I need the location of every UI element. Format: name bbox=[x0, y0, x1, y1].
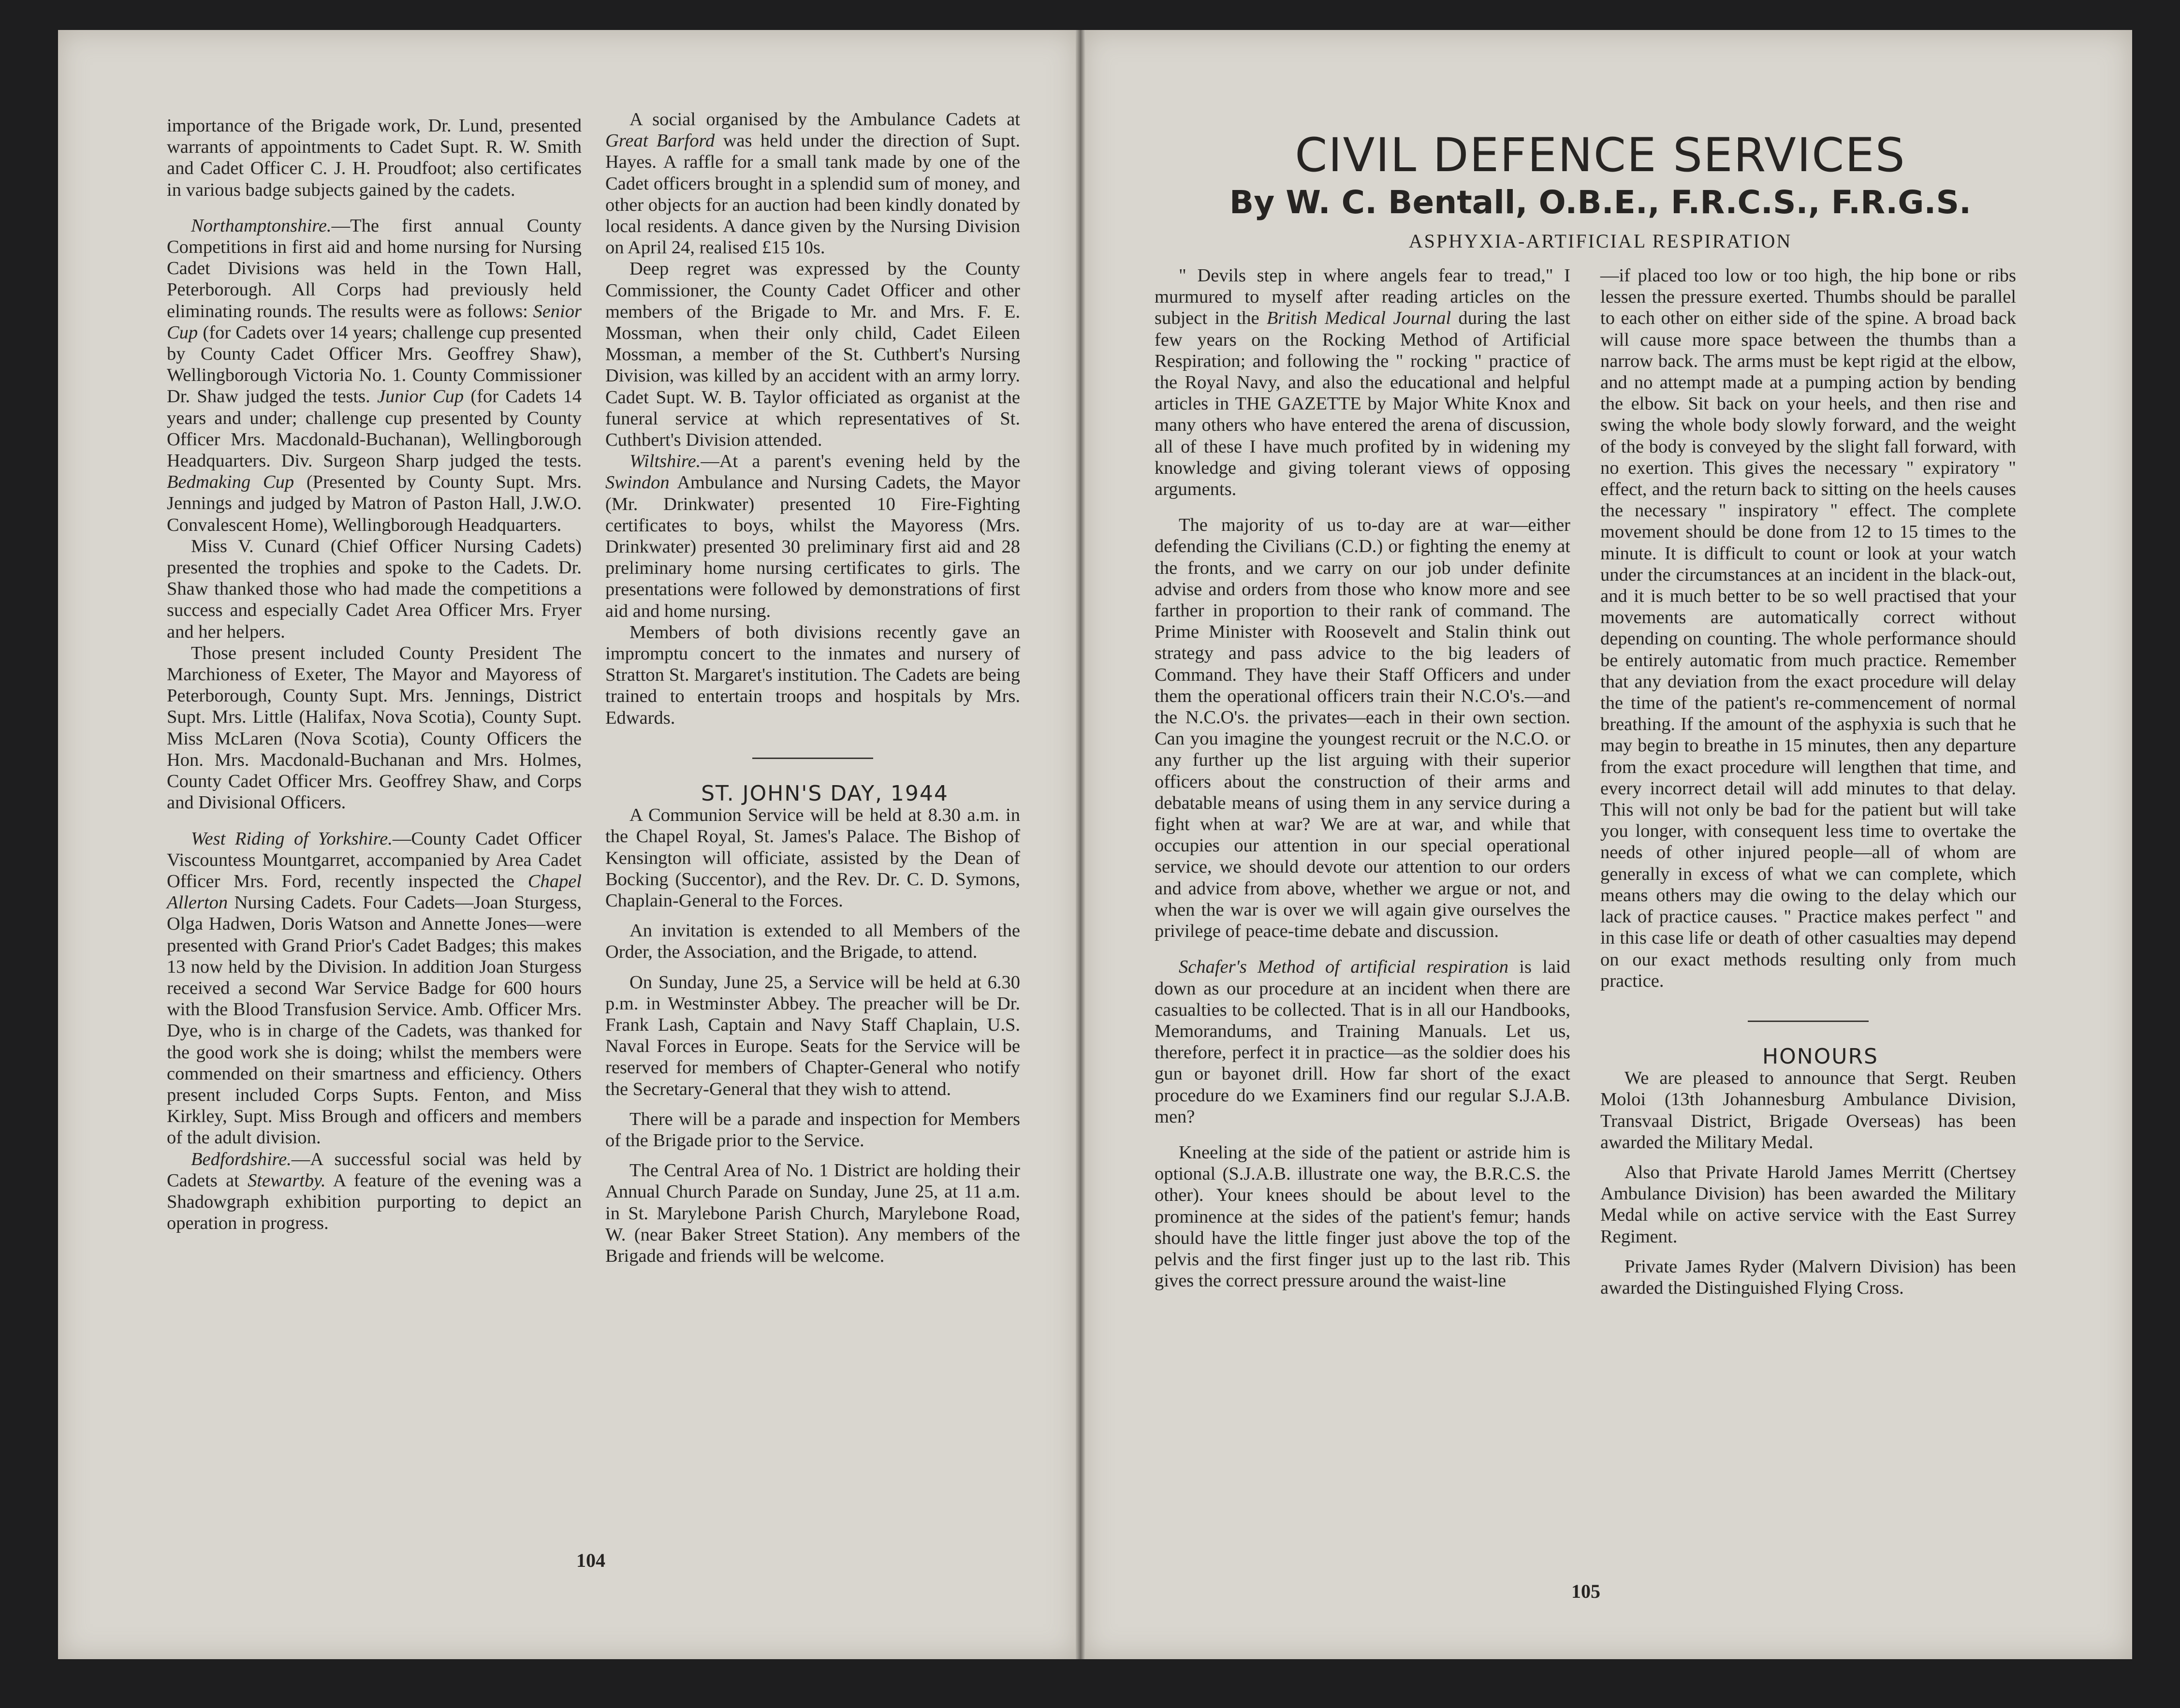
paragraph: The Central Area of No. 1 District are holding their Annual Church Parade on Sunday, June 25, at 11 a.m. in St. Marylebone Parish Church, Marylebone Road, W. (near Baker Street Station). Any members of the Brigade and friends will be welcome. bbox=[605, 1160, 1020, 1266]
place-heading: Northamptonshire. bbox=[191, 215, 332, 236]
text: during the last few years on the Rocking Method of Artificial Respiration; and following the " rocking " practice of the Royal Navy, and also the educational and helpful articles in THE GAZETTE by Major White Knox and many others who have entered the arena of discussion, all of these I have much profited by in widening my knowledge and giving tolerant views of opposing arguments. bbox=[1155, 308, 1570, 500]
article-byline: By W. C. Bentall, O.B.E., F.R.C.S., F.R.G.S. bbox=[1229, 184, 1972, 221]
text: —County Cadet Officer Viscountess Mountgarret, accompanied by Area Cadet Officer Mrs. Ford, recently inspected the bbox=[167, 828, 582, 891]
article-subtitle: ASPHYXIA-ARTIFICIAL RESPIRATION bbox=[1408, 230, 1792, 252]
text: A feature of the evening was a Shadowgraph exhibition purporting to depict an operation in progress. bbox=[167, 1170, 582, 1234]
section-heading-st-johns-day: ST. JOHN'S DAY, 1944 bbox=[701, 781, 949, 806]
left-column-1 bbox=[167, 115, 582, 1234]
paragraph: —if placed too low or too high, the hip bone or ribs lessen the pressure exerted. Thumbs should be parallel to each other on either side of the spine. A broad back will cause more space between the thumbs than a narrow back. The arms must be kept rigid at the elbow, and no attempt made at a pumping action by bending the elbow. Sit back on your heels, and then rise and swing the whole body slowly forward, and the weight of the body is conveyed by the slight fall forward, with no exertion. This gives the necessary " expiratory " effect, and the return back to sitting on the heels causes the necessary " inspiratory " effect. The complete movement should be done from 12 to 15 times to the minute. It is difficult to count or look at your watch under the circumstances at an incident in the black-out, and it is much better to be so well practised that your movements are automatically correct without depending on counting. The whole performance should be entirely automatic from much practice. Remember that any deviation from the exact procedure will delay the time of the patient's re-commencement of normal breathing. If the amount of the asphyxia is such that he may begin to breathe in 15 minutes, then any departure from the exact procedure will lengthen that time, and every incorrect detail will add minutes to that delay. This will not only be bad for the patient but will take you longer, with consequent less time to overtake the needs of other injured people—all of whom are generally in excess of what we can complete, which means others may die owing to the delay which our lack of practice causes. " Practice makes perfect " and in this case life or death of other casualties may depend on our exact methods resulting only from much practice. bbox=[1600, 265, 2016, 991]
page-number-left: 104 bbox=[576, 1549, 605, 1571]
text: A social organised by the Ambulance Cadets at bbox=[629, 109, 1020, 130]
text: is laid down as our procedure at an incident when there are casualties to be collected. That is in all our Handbooks, Memorandums, and Training Manuals. Let us, therefore, perfect it in practice—as the soldier does his gun or bayonet drill. How far short of the exact procedure do we Examiners find our regular S.J.A.B. men? bbox=[1155, 957, 1570, 1127]
text: —At a parent's evening held by the bbox=[701, 451, 1020, 472]
cup-name: Bedmaking Cup bbox=[167, 472, 294, 493]
section-divider bbox=[752, 758, 873, 759]
paragraph: Kneeling at the side of the patient or astride him is optional (S.J.A.B. illustrate one way, the B.R.C.S. the other). Your knees should be about level to the prominence at the sides of the patient's femur; hands should have the little finger just above the top of the pelvis and the first finger just up to the last rib. This gives the correct pressure around the waist-line bbox=[1155, 1142, 1570, 1291]
left-column-2 bbox=[605, 109, 1020, 1267]
right-column-1 bbox=[1155, 265, 1570, 1291]
paragraph: Deep regret was expressed by the County Commissioner, the County Cadet Officer and other members of the Brigade to Mr. and Mrs. F. E. Mossman, when their only child, Cadet Eileen Mossman, a member of the St. Cuthbert's Nursing Division, was killed by an accident with an army lorry. Cadet Supt. W. B. Taylor officiated as organist at the funeral service at which representatives of St. Cuthbert's Division attended. bbox=[605, 259, 1020, 451]
place-name: Swindon bbox=[605, 472, 670, 493]
paragraph: An invitation is extended to all Members of the Order, the Association, and the Brigade, to attend. bbox=[605, 920, 1020, 963]
text: (Presented by County Supt. Mrs. Jennings and judged by Matron of Paston Hall, J.W.O. Convalescent Home), Wellingborough Headquarters. bbox=[167, 472, 582, 535]
method-name: Schafer's Method of artificial respiration bbox=[1179, 957, 1508, 978]
paragraph: Also that Private Harold James Merritt (Chertsey Ambulance Division) has been awarded the Military Medal while on active service with the East Surrey Regiment. bbox=[1600, 1162, 2016, 1247]
paragraph: importance of the Brigade work, Dr. Lund, presented warrants of appointments to Cadet Supt. R. W. Smith and Cadet Officer C. J. H. Proudfoot; also certificates in various badge subjects gained by the cadets. bbox=[167, 116, 582, 200]
cup-name: Senior Cup bbox=[167, 301, 582, 343]
text: (for Cadets 14 years and under; challenge cup presented by County Officer Mrs. Macdonald-Buchanan), Wellingborough Headquarters. Div. Surgeon Sharp judged the tests. bbox=[167, 386, 582, 471]
book-spine bbox=[1076, 30, 1085, 1659]
text: (for Cadets over 14 years; challenge cup presented by County Cadet Officer Mrs. Geoffrey Shaw), Wellingborough Victoria No. 1. County Commissioner Dr. Shaw judged the tests. bbox=[167, 322, 582, 407]
journal-name: British Medical Journal bbox=[1266, 308, 1451, 329]
paragraph bbox=[1155, 265, 1570, 500]
text: " Devils step in where angels fear to tread," I murmured to myself after reading articles on the subject in the bbox=[1155, 265, 1570, 329]
paragraph: On Sunday, June 25, a Service will be held at 6.30 p.m. in Westminster Abbey. The preacher will be Dr. Frank Lash, Captain and Navy Staff Chaplain, U.S. Naval Forces in Europe. Seats for the Service will be reserved for members of Chapter-General who notify the Secretary-General that they wish to attend. bbox=[605, 972, 1020, 1099]
paragraph: Those present included County President The Marchioness of Exeter, The Mayor and Mayoress of Peterborough, County Supt. Mrs. Jennings, District Supt. Mrs. Little (Halifax, Nova Scotia), County Supt. Miss McLaren (Nova Scotia), County Officers the Hon. Mrs. Macdonald-Buchanan and Mrs. Holmes, County Cadet Officer Mrs. Geoffrey Shaw, and Corps and Divisional Officers. bbox=[167, 642, 582, 813]
text: was held under the direction of Supt. Hayes. A raffle for a small tank made by one of the Cadet officers brought in a splendid sum of money, and other objects for an auction had been kindly donated by local residents. A dance given by the Nursing Division on April 24, realised £15 10s. bbox=[605, 131, 1020, 258]
paragraph bbox=[605, 109, 1020, 258]
text: —The first annual County Competitions in first aid and home nursing for Nursing Cadet Divisions was held in the Town Hall, Peterborough. All Corps had previously held eliminating rounds. The results were as follows: bbox=[167, 215, 582, 321]
place-name: Stewartby. bbox=[248, 1170, 326, 1191]
paragraph: Miss V. Cunard (Chief Officer Nursing Cadets) presented the trophies and spoke to the Cadets. Dr. Shaw thanked those who had made the competitions a success and especially Cadet Area Officer Mrs. Fryer and her helpers. bbox=[167, 536, 582, 642]
paragraph-northamptonshire bbox=[167, 215, 582, 536]
text: Ambulance and Nursing Cadets, the Mayor (Mr. Drinkwater) presented 10 Fire-Fighting certificates to boys, whilst the Mayoress (Mrs. Drinkwater) presented 30 preliminary first aid and 28 preliminary home nursing certificates to girls. The presentations were followed by demonstrations of first aid and home nursing. bbox=[605, 472, 1020, 621]
text: Nursing Cadets. Four Cadets—Joan Sturgess, Olga Hadwen, Doris Watson and Annette Jones—were presented with Grand Prior's Cadet Badges; this makes 13 now held by the Division. In addition Joan Sturgess received a second War Service Badge for 600 hours with the Blood Transfusion Service. Amb. Officer Mrs. Dye, who is in charge of the Cadets, was thanked for the good work she is doing; whilst the members were commended on their smartness and efficiency. Others present included Corps Supts. Fenton, and Miss Kirkley, Supt. Miss Brough and officers and members of the adult division. bbox=[167, 892, 582, 1148]
paragraph-west-riding bbox=[167, 828, 582, 1149]
paragraph: A Communion Service will be held at 8.30 a.m. in the Chapel Royal, St. James's Palace. The Bishop of Kensington will officiate, assisted by the Dean of Bocking (Succentor), and the Rev. Dr. C. D. Symons, Chaplain-General to the Forces. bbox=[605, 805, 1020, 911]
paragraph-wiltshire bbox=[605, 451, 1020, 622]
place-name: Great Barford bbox=[605, 131, 715, 151]
paragraph: The majority of us to-day are at war—either defending the Civilians (C.D.) or fighting the enemy at the fronts, and we carry on our job under definite advise and orders from those who know more and see farther in proportion to their rank of command. The Prime Minister with Roosevelt and Stalin think out strategy and pass advice to the big leaders of Command. They have their Staff Officers and under them the operational officers train their N.C.O's.—and the N.C.O's. the privates—each in their own section. Can you imagine the youngest recruit or the N.C.O. or any further up the list arguing with their superior officers about the construction of their arms and debatable means of using them in any service during a fight when at war? We are at war, and while that occupies our attention in our special operational service, we should devote our attention to our orders and advice from above, whether we argue or not, and when the war is over we will again give ourselves the privilege of peace-time debate and discussion. bbox=[1155, 515, 1570, 942]
paragraph: Members of both divisions recently gave an impromptu concert to the inmates and nursery of Stratton St. Margaret's institution. The Cadets are being trained to entertain troops and hospitals by Mrs. Edwards. bbox=[605, 622, 1020, 728]
place-heading: Wiltshire. bbox=[629, 451, 701, 472]
paragraph-bedfordshire bbox=[167, 1149, 582, 1234]
article-title: CIVIL DEFENCE SERVICES bbox=[1295, 128, 1906, 182]
paragraph: We are pleased to announce that Sergt. Reuben Moloi (13th Johannesburg Ambulance Division, Transvaal District, Brigade Overseas) has been awarded the Military Medal. bbox=[1600, 1068, 2016, 1153]
text: —A successful social was held by Cadets at bbox=[167, 1149, 582, 1191]
page-number-right: 105 bbox=[1571, 1580, 1600, 1602]
section-divider bbox=[1748, 1021, 1869, 1022]
place-heading: Bedfordshire. bbox=[191, 1149, 292, 1169]
place-heading: West Riding of Yorkshire. bbox=[191, 828, 393, 849]
cup-name: Junior Cup bbox=[377, 386, 464, 407]
place-name: Chapel Allerton bbox=[167, 871, 582, 913]
right-column-2 bbox=[1600, 265, 2016, 1299]
section-heading-honours: HONOURS bbox=[1762, 1044, 1878, 1069]
paragraph: Private James Ryder (Malvern Division) has been awarded the Distinguished Flying Cross. bbox=[1600, 1256, 2016, 1298]
paragraph: There will be a parade and inspection for Members of the Brigade prior to the Service. bbox=[605, 1109, 1020, 1151]
paragraph-schafer-method bbox=[1155, 956, 1570, 1127]
